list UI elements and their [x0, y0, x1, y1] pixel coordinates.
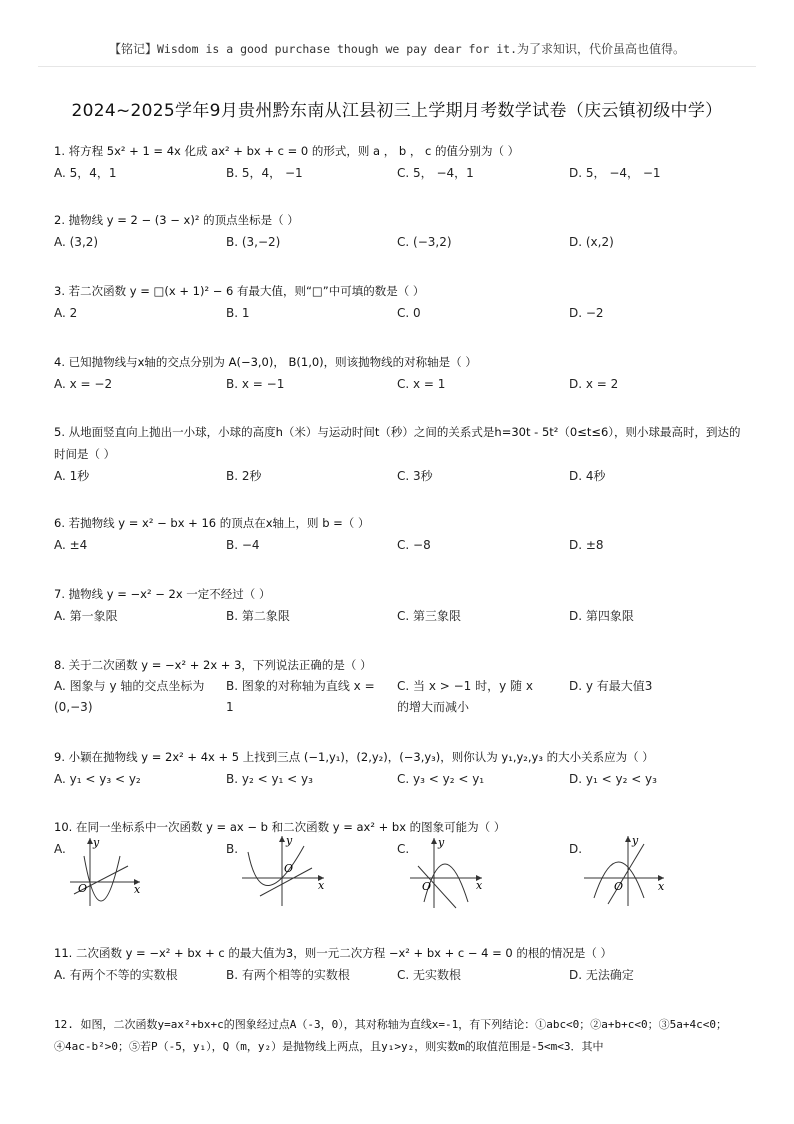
option-d: D. −2	[569, 306, 604, 320]
y-label: y	[438, 836, 445, 849]
question-2	[54, 209, 744, 255]
answer-options	[54, 768, 744, 792]
option-d: D. ±8	[569, 538, 604, 552]
option-c: C. 0	[397, 306, 421, 320]
question-3	[54, 280, 744, 326]
motto-prefix: 【铭记】	[108, 42, 157, 56]
option-d: D. y₁ < y₂ < y₃	[569, 772, 657, 786]
x-label: x	[658, 880, 665, 893]
option-b: B. 有两个相等的实数根	[226, 968, 350, 982]
y-axis-arrow-icon	[625, 836, 631, 842]
question-stem: 5. 从地面竖直向上抛出一小球，小球的高度h（米）与运动时间t（秒）之间的关系式是h=30t - 5t²（0≤t≤6），则小球最高时，到达的时间是（ ）	[54, 425, 741, 461]
y-axis-arrow-icon	[431, 838, 437, 844]
answer-options	[54, 302, 744, 326]
option-c: C. x = 1	[397, 377, 446, 391]
option-a: A. ±4	[54, 538, 88, 552]
option-a: A. x = −2	[54, 377, 113, 391]
option-a: A. 图象与 y 轴的交点坐标为 (0,−3)	[54, 679, 205, 714]
origin-label: O	[78, 882, 88, 895]
question-stem: 8. 关于二次函数 y = −x² + 2x + 3，下列说法正确的是（ ）	[54, 658, 372, 672]
answer-options	[54, 465, 744, 489]
y-label: y	[286, 834, 293, 847]
question-stem: 2. 抛物线 y = 2 − (3 − x)² 的顶点坐标是（ ）	[54, 213, 299, 227]
y-label: y	[632, 834, 639, 847]
option-c: C. (−3,2)	[397, 235, 452, 249]
option-a: A. 5，4，1	[54, 166, 117, 180]
motto-chinese: 为了求知识，代价虽高也值得。	[517, 42, 686, 56]
option-c: C.	[397, 842, 410, 856]
option-d: D. (x,2)	[569, 235, 614, 249]
line-graph	[608, 844, 644, 904]
option-b: B.	[226, 842, 239, 856]
exam-title: 2024~2025学年9月贵州黔东南从江县初三上学期月考数学试卷（庆云镇初级中学）	[71, 101, 723, 121]
answer-options	[54, 605, 744, 629]
option-b: B. −4	[226, 538, 260, 552]
answer-options	[54, 964, 744, 988]
option-d: D. y 有最大值3	[569, 679, 653, 693]
option-d: D. 无法确定	[569, 968, 634, 982]
option-b: B. 5，4， −1	[226, 166, 303, 180]
question-1	[54, 140, 744, 186]
question-11	[54, 942, 744, 988]
question-stem: 6. 若抛物线 y = x² − bx + 16 的顶点在x轴上，则 b =（ ）	[54, 516, 370, 530]
parabola	[248, 846, 304, 886]
option-a: A.	[54, 842, 66, 856]
option-b: B. x = −1	[226, 377, 285, 391]
question-6	[54, 512, 744, 558]
y-label: y	[93, 836, 100, 849]
question-stem: 12. 如图，二次函数y=ax²+bx+c的图象经过点A（-3，0），其对称轴为直线x=-1，有下列结论：①abc<0；②a+b+c<0；③5a+4c<0；④4ac-b²>0；⑤若P（-5，y₁），Q（m，y₂）是抛物线上两点，且y₁>y₂，则实数m的取值范围是-5<m<3．其中	[54, 1018, 728, 1053]
option-d: D. 5， −4， −1	[569, 166, 661, 180]
question-12	[54, 1014, 744, 1058]
option-c: C. 第三象限	[397, 609, 462, 623]
option-a: A. 1秒	[54, 469, 90, 483]
option-c: C. −8	[397, 538, 431, 552]
answer-options	[54, 231, 744, 255]
option-c: C. 3秒	[397, 469, 433, 483]
option-b: B. 2秒	[226, 469, 262, 483]
question-stem: 1. 将方程 5x² + 1 = 4x 化成 ax² + bx + c = 0 的形式，则 a ， b ， c 的值分别为（ ）	[54, 144, 520, 158]
motto-line	[0, 40, 794, 57]
question-9	[54, 746, 744, 792]
origin-label: O	[422, 880, 432, 893]
question-10	[54, 816, 744, 916]
graph-c	[410, 836, 530, 912]
option-c: C. 当 x > −1 时，y 随 x 的增大而减小	[397, 679, 533, 714]
origin-label: O	[284, 862, 294, 875]
question-stem: 4. 已知抛物线与x轴的交点分别为 A(−3,0)， B(1,0)，则该抛物线的对称轴是（ ）	[54, 355, 477, 369]
origin-label: O	[614, 880, 624, 893]
option-c: C. 无实数根	[397, 968, 462, 982]
question-stem: 10. 在同一坐标系中一次函数 y = ax − b 和二次函数 y = ax² + bx 的图象可能为（ ）	[54, 820, 506, 834]
answer-options	[54, 162, 744, 186]
x-label: x	[476, 879, 483, 892]
question-8	[54, 654, 744, 720]
option-b: B. 图象的对称轴为直线 x = 1	[226, 679, 375, 714]
graph-d	[584, 832, 714, 908]
parabola	[84, 856, 120, 901]
graph-a	[70, 836, 190, 908]
question-stem: 11. 二次函数 y = −x² + bx + c 的最大值为3，则一元二次方程 −x² + bx + c − 4 = 0 的根的情况是（ ）	[54, 946, 613, 960]
option-a: A. 有两个不等的实数根	[54, 968, 178, 982]
option-c: C. 5， −4，1	[397, 166, 474, 180]
answer-options	[54, 834, 744, 918]
option-d: D. x = 2	[569, 377, 619, 391]
graph-b	[242, 832, 362, 908]
question-5	[54, 421, 744, 489]
question-7	[54, 583, 744, 629]
header-divider	[38, 66, 756, 67]
option-d: D. 第四象限	[569, 609, 634, 623]
option-a: A. 第一象限	[54, 609, 118, 623]
option-d: D.	[569, 842, 583, 856]
option-d: D. 4秒	[569, 469, 606, 483]
answer-options	[54, 534, 744, 558]
answer-options	[54, 373, 744, 397]
option-a: A. (3,2)	[54, 235, 99, 249]
option-c: C. y₃ < y₂ < y₁	[397, 772, 485, 786]
option-b: B. 1	[226, 306, 250, 320]
option-a: A. y₁ < y₃ < y₂	[54, 772, 141, 786]
question-stem: 9. 小颖在抛物线 y = 2x² + 4x + 5 上找到三点 (−1,y₁)，(2,y₂)，(−3,y₃)，则你认为 y₁,y₂,y₃ 的大小关系应为（ ）	[54, 750, 654, 764]
question-4	[54, 351, 744, 397]
answer-options	[54, 676, 744, 720]
y-axis-arrow-icon	[279, 836, 285, 842]
question-stem: 3. 若二次函数 y = □(x + 1)² − 6 有最大值，则“□”中可填的数是（ ）	[54, 284, 425, 298]
option-b: B. y₂ < y₁ < y₃	[226, 772, 313, 786]
question-stem: 7. 抛物线 y = −x² − 2x 一定不经过（ ）	[54, 587, 271, 601]
option-a: A. 2	[54, 306, 78, 320]
x-label: x	[134, 883, 141, 896]
option-b: B. 第二象限	[226, 609, 290, 623]
motto-english: Wisdom is a good purchase though we pay dear for it.	[156, 42, 518, 56]
option-b: B. (3,−2)	[226, 235, 281, 249]
x-label: x	[318, 879, 325, 892]
